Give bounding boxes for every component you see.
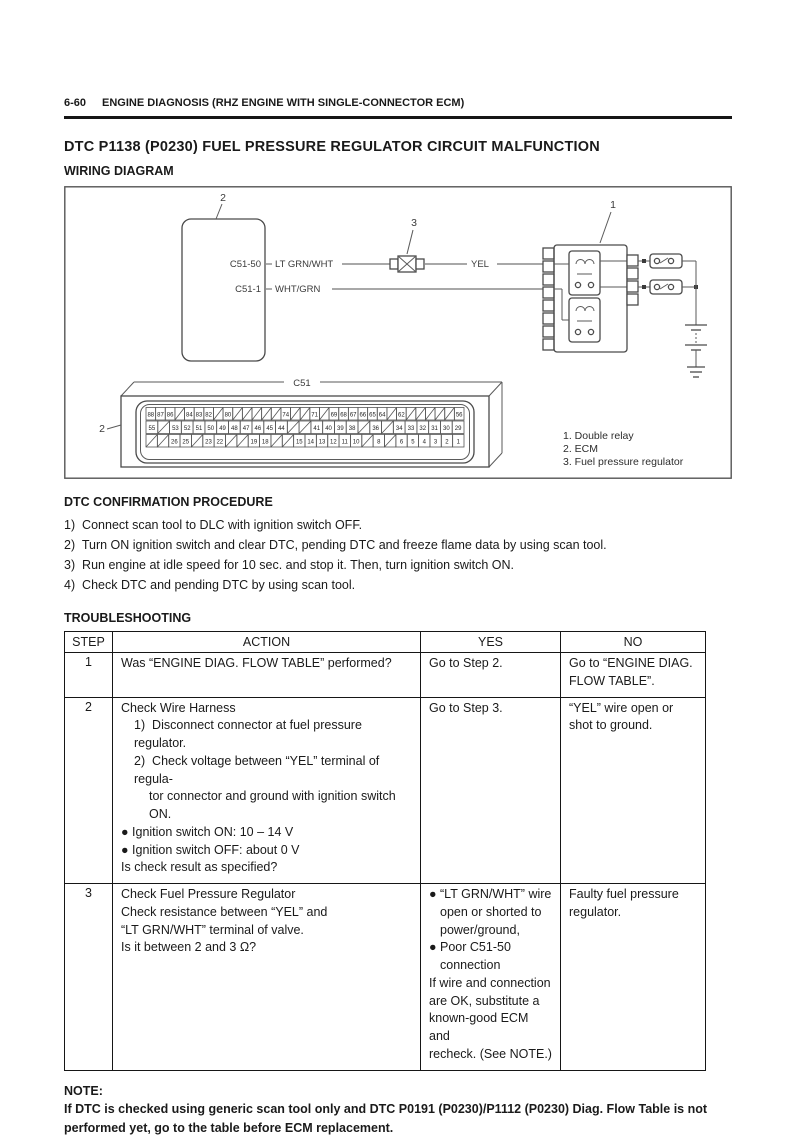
text-line: connection xyxy=(429,957,552,975)
text-line: ● “LT GRN/WHT” wire xyxy=(429,886,552,904)
pin-hatch xyxy=(271,435,282,448)
pin-number: 52 xyxy=(184,426,191,432)
pin-number: 74 xyxy=(282,413,289,419)
text-line: 1) Disconnect connector at fuel pressure regulator. xyxy=(121,717,412,753)
page-number: 6-60 xyxy=(64,97,86,109)
pin-number: 34 xyxy=(396,426,403,432)
legend-item-2: 2. ECM xyxy=(563,443,598,455)
pin-number: 53 xyxy=(172,426,179,432)
wire-whtgrn-label: WHT/GRN xyxy=(275,284,321,295)
no-cell xyxy=(561,653,706,698)
text-line: Go to Step 2. xyxy=(429,655,552,673)
troubleshooting-heading: TROUBLESHOOTING xyxy=(64,611,732,625)
table-header-row xyxy=(65,632,706,653)
pin-number: 45 xyxy=(266,426,273,432)
pin-number: 56 xyxy=(456,413,463,419)
pin-number: 4 xyxy=(423,440,427,446)
pin-number: 25 xyxy=(182,440,189,446)
pin-number: 66 xyxy=(359,413,366,419)
ecm-pin-bottom-label: C51-1 xyxy=(235,284,261,295)
pin-number: 19 xyxy=(251,440,258,446)
fuel-pressure-regulator-symbol xyxy=(390,256,424,272)
pin-number: 15 xyxy=(296,440,303,446)
text-line: Check Fuel Pressure Regulator xyxy=(121,886,412,904)
pin-number: 10 xyxy=(353,440,360,446)
pin-hatch xyxy=(271,408,281,421)
pin-hatch xyxy=(416,408,426,421)
battery-symbol xyxy=(685,325,707,367)
pin-hatch xyxy=(262,408,272,421)
pin-number: 62 xyxy=(398,413,405,419)
pin-number: 14 xyxy=(307,440,314,446)
pin-hatch xyxy=(226,435,237,448)
legend-item-1: 1. Double relay xyxy=(563,430,634,442)
text-line: Is check result as specified? xyxy=(121,859,412,877)
text-line: tor connector and ground with ignition switch ON. xyxy=(121,788,412,824)
pin-hatch xyxy=(282,435,293,448)
text-line: FLOW TABLE”. xyxy=(569,673,697,691)
pin-hatch xyxy=(287,421,299,434)
pin-hatch xyxy=(175,408,185,421)
action-cell xyxy=(113,653,421,698)
dtc-confirmation-heading: DTC CONFIRMATION PROCEDURE xyxy=(64,495,732,509)
text-line: are OK, substitute a xyxy=(429,993,552,1011)
text-line: 2) Check voltage between “YEL” terminal of regula- xyxy=(121,753,412,789)
callout-ecm: 2 xyxy=(220,192,226,204)
legend-item-3: 3. Fuel pressure regulator xyxy=(563,456,684,468)
page-header xyxy=(64,97,732,119)
callout-regulator: 3 xyxy=(411,217,417,229)
pin-number: 47 xyxy=(243,426,250,432)
pin-number: 64 xyxy=(379,413,386,419)
pin-number: 1 xyxy=(457,440,461,446)
pin-number: 51 xyxy=(196,426,203,432)
wiring-diagram xyxy=(64,186,732,479)
pin-hatch xyxy=(385,435,396,448)
yes-cell xyxy=(421,884,561,1071)
page-content xyxy=(64,97,732,1138)
pin-number: 32 xyxy=(419,426,426,432)
pin-hatch xyxy=(237,435,248,448)
callout-relay-leader xyxy=(600,212,611,243)
pin-number: 12 xyxy=(330,440,337,446)
text-line: known-good ECM and xyxy=(429,1010,552,1046)
text-line: shot to ground. xyxy=(569,717,697,735)
pin-number: 88 xyxy=(147,413,154,419)
callout-connector: 2 xyxy=(99,423,105,435)
text-line: “LT GRN/WHT” terminal of valve. xyxy=(121,922,412,940)
text-line: recheck. (See NOTE.) xyxy=(429,1046,552,1064)
pin-hatch xyxy=(319,408,329,421)
pin-number: 26 xyxy=(171,440,178,446)
pin-number: 86 xyxy=(167,413,174,419)
diagram-legend xyxy=(563,430,684,468)
pin-hatch xyxy=(445,408,455,421)
pin-hatch xyxy=(252,408,262,421)
text-line: ● Ignition switch ON: 10 – 14 V xyxy=(121,824,412,842)
ground-symbol xyxy=(687,367,705,377)
pin-number: 65 xyxy=(369,413,376,419)
callout-connector-leader xyxy=(107,425,121,429)
text-line: Go to Step 3. xyxy=(429,700,552,718)
pin-number: 30 xyxy=(443,426,450,432)
pin-number: 83 xyxy=(196,413,203,419)
table-row xyxy=(65,697,706,884)
callout-regulator-leader xyxy=(407,230,413,254)
pin-hatch xyxy=(213,408,223,421)
text-line: 2) Turn ON ignition switch and clear DTC, pending DTC and freeze flame data by using scan tool. xyxy=(64,535,732,555)
pin-number: 33 xyxy=(408,426,415,432)
pin-number: 29 xyxy=(455,426,462,432)
col-action: ACTION xyxy=(113,632,421,653)
pin-hatch xyxy=(358,421,370,434)
pin-number: 40 xyxy=(325,426,332,432)
dtc-title: DTC P1138 (P0230) FUEL PRESSURE REGULATOR CIRCUIT MALFUNCTION xyxy=(64,139,732,155)
double-relay-symbol xyxy=(543,245,638,352)
pin-number: 67 xyxy=(350,413,357,419)
pin-number: 8 xyxy=(377,440,381,446)
pin-hatch xyxy=(435,408,445,421)
pin-number: 50 xyxy=(207,426,214,432)
pin-number: 71 xyxy=(311,413,318,419)
callout-relay: 1 xyxy=(610,199,616,211)
pin-number: 48 xyxy=(231,426,238,432)
action-cell xyxy=(113,884,421,1071)
callout-ecm-leader xyxy=(216,204,222,219)
pin-number: 11 xyxy=(342,440,349,446)
text-line: regulator. xyxy=(569,904,697,922)
pin-hatch xyxy=(157,435,168,448)
wiring-diagram-heading: WIRING DIAGRAM xyxy=(64,164,732,178)
yes-cell xyxy=(421,697,561,884)
pin-hatch xyxy=(387,408,397,421)
text-line: power/ground, xyxy=(429,922,552,940)
pin-number: 87 xyxy=(157,413,164,419)
ecm-pin-top-label: C51-50 xyxy=(230,259,261,270)
pin-number: 84 xyxy=(186,413,193,419)
col-yes: YES xyxy=(421,632,561,653)
wire-yel-label: YEL xyxy=(471,259,489,270)
pin-number: 44 xyxy=(278,426,285,432)
pin-number: 2 xyxy=(445,440,449,446)
pin-number: 46 xyxy=(255,426,262,432)
pin-number: 31 xyxy=(431,426,438,432)
connector-pin-grid xyxy=(146,408,464,448)
pin-number: 36 xyxy=(372,426,379,432)
col-step: STEP xyxy=(65,632,113,653)
text-line: 4) Check DTC and pending DTC by using scan tool. xyxy=(64,575,732,595)
pin-number: 69 xyxy=(331,413,338,419)
pin-number: 18 xyxy=(262,440,269,446)
text-line: Check Wire Harness xyxy=(121,700,412,718)
text-line: Was “ENGINE DIAG. FLOW TABLE” performed? xyxy=(121,655,412,673)
no-cell xyxy=(561,697,706,884)
pin-number: 3 xyxy=(434,440,438,446)
text-line: 1) Connect scan tool to DLC with ignition switch OFF. xyxy=(64,515,732,535)
pin-hatch xyxy=(425,408,435,421)
pin-number: 80 xyxy=(225,413,232,419)
text-line: ● Ignition switch OFF: about 0 V xyxy=(121,842,412,860)
pin-hatch xyxy=(299,421,311,434)
pin-hatch xyxy=(300,408,310,421)
pin-number: 68 xyxy=(340,413,347,419)
pin-hatch xyxy=(158,421,170,434)
wire-ltgrnwht-label: LT GRN/WHT xyxy=(275,259,333,270)
table-row xyxy=(65,653,706,698)
no-cell xyxy=(561,884,706,1071)
pin-number: 5 xyxy=(411,440,415,446)
troubleshooting-table xyxy=(64,631,706,1071)
note-text: If DTC is checked using generic scan tool only and DTC P0191 (P0230)/P1112 (P0230) Diag. Flow Table is not performed yet, go to the table before ECM replacement. xyxy=(64,1100,728,1138)
pin-number: 82 xyxy=(205,413,212,419)
pin-number: 49 xyxy=(219,426,226,432)
c51-connector-block xyxy=(121,382,502,467)
pin-number: 13 xyxy=(319,440,326,446)
step-cell: 1 xyxy=(65,653,113,698)
text-line: ● Poor C51-50 xyxy=(429,939,552,957)
pin-number: 41 xyxy=(313,426,320,432)
pin-hatch xyxy=(233,408,243,421)
text-line: Is it between 2 and 3 Ω? xyxy=(121,939,412,957)
text-line: Go to “ENGINE DIAG. xyxy=(569,655,697,673)
pin-number: 39 xyxy=(337,426,344,432)
text-line: open or shorted to xyxy=(429,904,552,922)
pin-number: 22 xyxy=(216,440,223,446)
text-line: If wire and connection xyxy=(429,975,552,993)
step-cell: 3 xyxy=(65,884,113,1071)
yes-cell xyxy=(421,653,561,698)
text-line: “YEL” wire open or xyxy=(569,700,697,718)
pin-hatch xyxy=(406,408,416,421)
fuse-symbols xyxy=(638,254,698,325)
c51-label: C51 xyxy=(293,378,310,389)
text-line: 3) Run engine at idle speed for 10 sec. and stop it. Then, turn ignition switch ON. xyxy=(64,555,732,575)
pin-hatch xyxy=(382,421,394,434)
pin-hatch xyxy=(191,435,202,448)
text-line: Check resistance between “YEL” and xyxy=(121,904,412,922)
pin-number: 55 xyxy=(149,426,156,432)
pin-hatch xyxy=(291,408,301,421)
section-title: ENGINE DIAGNOSIS (RHZ ENGINE WITH SINGLE-CONNECTOR ECM) xyxy=(102,97,464,109)
pin-number: 38 xyxy=(349,426,356,432)
dtc-confirmation-steps xyxy=(64,515,732,595)
pin-hatch xyxy=(146,435,157,448)
step-cell: 2 xyxy=(65,697,113,884)
note-heading: NOTE: xyxy=(64,1084,732,1098)
action-cell xyxy=(113,697,421,884)
pin-hatch xyxy=(242,408,252,421)
pin-number: 6 xyxy=(400,440,404,446)
col-no: NO xyxy=(561,632,706,653)
pin-number: 23 xyxy=(205,440,212,446)
pin-hatch xyxy=(362,435,373,448)
text-line: Faulty fuel pressure xyxy=(569,886,697,904)
table-row xyxy=(65,884,706,1071)
